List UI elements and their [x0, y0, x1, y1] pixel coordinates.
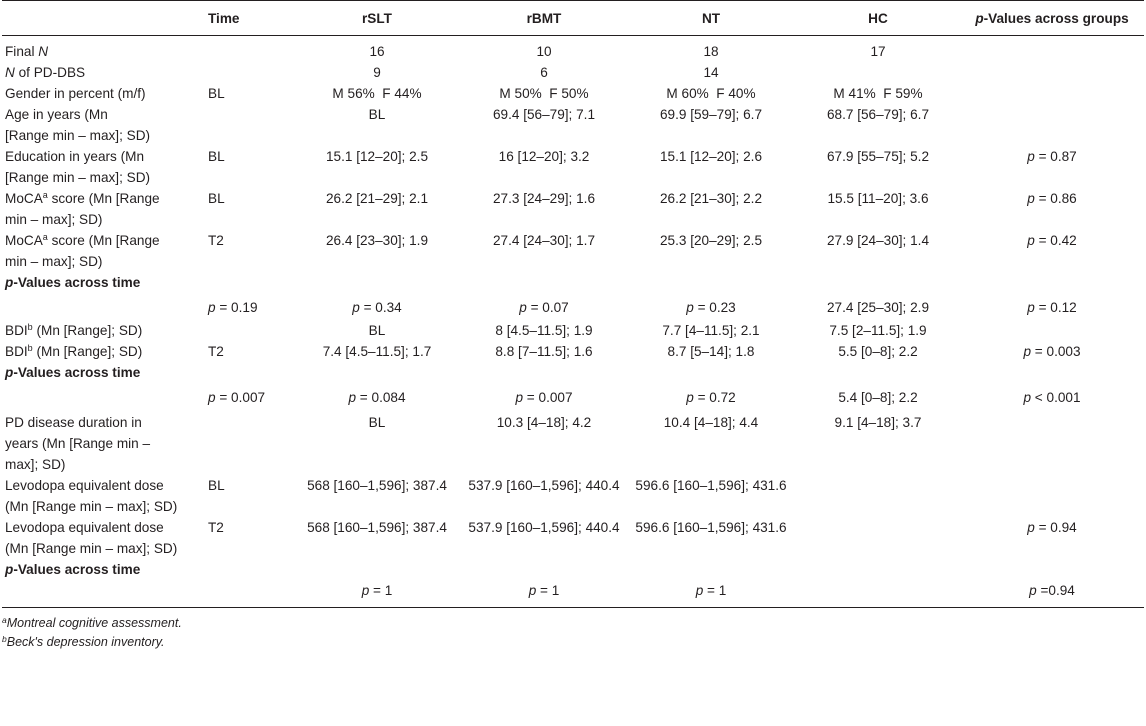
cell-time [200, 62, 292, 83]
cell-p: p < 0.001 [1023, 390, 1081, 405]
cell-nt: 69.9 [59–79]; 6.7 [659, 107, 763, 122]
cell-rbmt: 537.9 [160–1,596]; 440.4 [468, 520, 620, 535]
cell-hc: 9.1 [4–18]; 3.7 [834, 415, 922, 430]
row-label: N of PD-DBS [5, 65, 86, 80]
cell-p: p = 0.86 [1027, 191, 1077, 206]
cell-rbmt: p = 0.07 [519, 300, 569, 315]
row-label: PD disease duration in years (Mn [Range min – max]; SD) [5, 415, 151, 472]
cell-time [200, 412, 292, 475]
footnote-a: $^a$Montreal cognitive assessment. [2, 615, 182, 630]
cell-rbmt: 10.3 [4–18]; 4.2 [496, 415, 592, 430]
header-empty [2, 1, 200, 36]
cell-rbmt: 27.3 [24–29]; 1.6 [492, 191, 596, 206]
row-label: Education in years (Mn [Range min – max]; SD) [5, 149, 151, 185]
cell-nt: 15.1 [12–20]; 2.6 [659, 149, 763, 164]
header-rslt: rSLT [362, 10, 392, 26]
cell-time: T2 [208, 233, 224, 248]
table-row-moca-t2 [2, 230, 1144, 272]
row-label: BDI$^b$ (Mn [Range]; SD) [5, 322, 143, 338]
table-row-p-time-3 [2, 559, 1144, 608]
cell-p [960, 475, 1144, 517]
cell-hc [796, 62, 960, 83]
footnote-b: $^b$Beck's depression inventory. [2, 634, 165, 649]
cell-time: T2 [208, 520, 224, 535]
cell-hc: 27.4 [25–30]; 2.9 [826, 300, 930, 315]
cell-nt: p = 1 [695, 583, 727, 598]
table-row-bdi-bl [2, 320, 1144, 341]
cell-p: p = 0.003 [1023, 344, 1081, 359]
cell-nt: 8.7 [5–14]; 1.8 [667, 344, 755, 359]
cell-nt: 25.3 [20–29]; 2.5 [659, 233, 763, 248]
table-row-bdi-t2 [2, 341, 1144, 362]
cell-nt: M 60% F 40% [666, 86, 756, 101]
cell-time [200, 559, 292, 608]
table-row-led-bl [2, 475, 1144, 517]
cell-rslt: M 56% F 44% [332, 86, 422, 101]
cell-rbmt: p = 1 [528, 583, 560, 598]
row-label: Final N [5, 44, 49, 59]
table-row-education [2, 146, 1144, 188]
row-label: Age in years (Mn [Range min – max]; SD) [5, 107, 151, 143]
row-label: p-Values across time [5, 365, 141, 380]
cell-hc: M 41% F 59% [833, 86, 923, 101]
table-row-led-t2 [2, 517, 1144, 559]
cell-time: p = 0.007 [208, 390, 266, 405]
cell-rslt: 9 [373, 65, 381, 80]
cell-rbmt: 16 [12–20]; 3.2 [498, 149, 590, 164]
cell-time [200, 320, 292, 341]
cell-p: p =0.94 [1029, 583, 1075, 598]
demographics-table [2, 0, 1144, 608]
cell-rbmt: p = 0.007 [515, 390, 573, 405]
cell-rslt: 26.4 [23–30]; 1.9 [325, 233, 429, 248]
cell-hc [796, 517, 960, 559]
table-row-age [2, 104, 1144, 146]
cell-rslt: BL [368, 415, 386, 430]
cell-hc: 68.7 [56–79]; 6.7 [826, 107, 930, 122]
row-label: MoCA$^a$ score (Mn [Range min – max]; SD) [5, 190, 160, 227]
row-label [2, 387, 200, 412]
cell-p: p = 0.42 [1027, 233, 1077, 248]
table-row-final-n [2, 36, 1144, 63]
cell-rslt: 26.2 [21–29]; 2.1 [325, 191, 429, 206]
row-label: MoCA$^a$ score (Mn [Range min – max]; SD) [5, 232, 160, 269]
cell-hc: 15.5 [11–20]; 3.6 [827, 191, 929, 206]
cell-rslt: 568 [160–1,596]; 387.4 [307, 478, 447, 493]
cell-hc: 7.5 [2–11.5]; 1.9 [829, 323, 927, 338]
table-row-p-time-values-1 [2, 297, 1144, 320]
cell-rslt: BL [368, 323, 386, 338]
table-row-p-time-heading-1 [2, 272, 1144, 297]
cell-rslt: p = 0.084 [348, 390, 406, 405]
cell-p [960, 104, 1144, 146]
cell-nt: 26.2 [21–30]; 2.2 [659, 191, 763, 206]
cell-rbmt: M 50% F 50% [499, 86, 589, 101]
row-label: p-Values across time [5, 562, 141, 577]
cell-rbmt: 10 [536, 44, 552, 59]
cell-rbmt: 6 [540, 65, 548, 80]
cell-nt: p = 0.23 [686, 300, 736, 315]
cell-time: BL [208, 86, 225, 101]
cell-hc: 17 [870, 44, 886, 59]
cell-p [960, 83, 1144, 104]
header-rbmt: rBMT [526, 10, 562, 26]
cell-hc: 67.9 [55–75]; 5.2 [826, 149, 930, 164]
cell-rbmt: 8 [4.5–11.5]; 1.9 [495, 323, 593, 338]
header-p-values-groups: p-Values across groups [975, 10, 1129, 26]
cell-hc: 5.5 [0–8]; 2.2 [838, 344, 918, 359]
cell-hc: 27.9 [24–30]; 1.4 [826, 233, 930, 248]
cell-time: BL [208, 149, 225, 164]
row-label: BDI$^b$ (Mn [Range]; SD) [5, 343, 143, 359]
cell-time: BL [208, 191, 225, 206]
row-label [2, 297, 200, 320]
row-label: Levodopa equivalent dose (Mn [Range min – max]; SD) [5, 520, 178, 556]
cell-p [960, 62, 1144, 83]
cell-rslt: 568 [160–1,596]; 387.4 [307, 520, 447, 535]
table-row-p-time-heading-2 [2, 362, 1144, 387]
cell-nt: 18 [703, 44, 719, 59]
cell-nt: 10.4 [4–18]; 4.4 [663, 415, 759, 430]
table-row-moca-bl [2, 188, 1144, 230]
table-row-p-time-values-2 [2, 387, 1144, 412]
header-hc: HC [868, 10, 888, 26]
cell-hc [796, 559, 960, 608]
cell-time [200, 36, 292, 63]
cell-p: p = 0.12 [1027, 300, 1077, 315]
cell-p: p = 0.87 [1027, 149, 1077, 164]
cell-p [960, 36, 1144, 63]
cell-time: p = 0.19 [208, 300, 258, 315]
cell-rslt: 16 [369, 44, 385, 59]
table-row-pd-dbs [2, 62, 1144, 83]
cell-time: BL [208, 478, 225, 493]
row-label: Gender in percent (m/f) [5, 86, 146, 101]
cell-p: p = 0.94 [1027, 520, 1077, 535]
header-nt: NT [701, 10, 721, 26]
cell-rslt: p = 1 [361, 583, 393, 598]
cell-nt: 14 [703, 65, 719, 80]
footnotes [0, 614, 1146, 652]
table-row-pd-duration [2, 412, 1144, 475]
row-label: p-Values across time [5, 275, 141, 290]
cell-rbmt: 8.8 [7–11.5]; 1.6 [495, 344, 593, 359]
table-row-gender [2, 83, 1144, 104]
cell-rbmt: 69.4 [56–79]; 7.1 [492, 107, 596, 122]
cell-time: T2 [208, 344, 224, 359]
cell-nt: 7.7 [4–11.5]; 2.1 [662, 323, 760, 338]
cell-nt: 596.6 [160–1,596]; 431.6 [635, 478, 787, 493]
cell-rbmt: 27.4 [24–30]; 1.7 [492, 233, 596, 248]
cell-hc: 5.4 [0–8]; 2.2 [838, 390, 918, 405]
cell-rslt: BL [368, 107, 386, 122]
cell-p [960, 320, 1144, 341]
cell-nt: 596.6 [160–1,596]; 431.6 [635, 520, 787, 535]
cell-rslt: 15.1 [12–20]; 2.5 [325, 149, 429, 164]
cell-hc [796, 475, 960, 517]
cell-nt: p = 0.72 [686, 390, 736, 405]
table-header-row [2, 1, 1144, 36]
header-time: Time [208, 10, 240, 26]
row-label: Levodopa equivalent dose (Mn [Range min – max]; SD) [5, 478, 178, 514]
cell-time [200, 104, 292, 146]
cell-rbmt: 537.9 [160–1,596]; 440.4 [468, 478, 620, 493]
cell-p [960, 412, 1144, 475]
cell-rslt: 7.4 [4.5–11.5]; 1.7 [322, 344, 432, 359]
cell-rslt: p = 0.34 [352, 300, 402, 315]
